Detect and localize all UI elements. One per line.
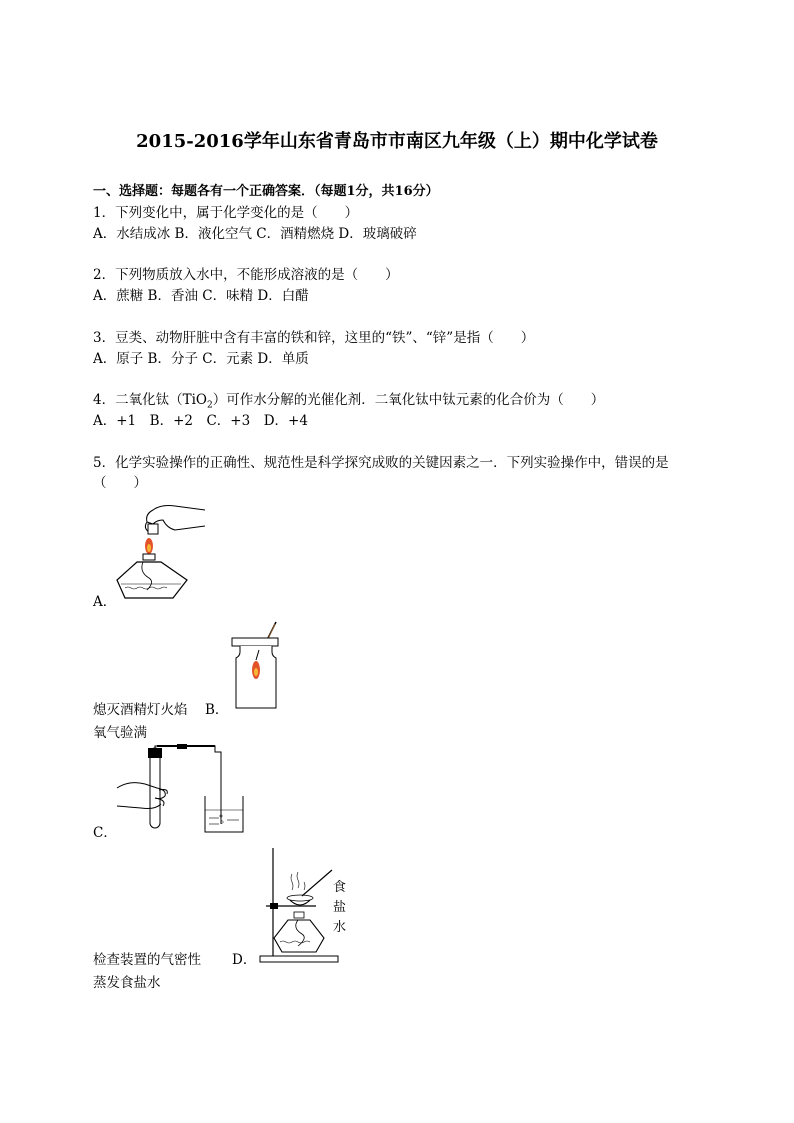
figure-d-label-3: 水: [333, 920, 347, 935]
figure-b-oxygen-bottle-image: [228, 620, 283, 715]
question-5-stem-line2: （ ）: [93, 475, 147, 491]
figure-d-letter: D．: [232, 952, 257, 968]
figure-d-label-2: 盐: [333, 900, 347, 915]
figure-d-label-1: 食: [333, 880, 347, 895]
section-heading: 一、选择题：每题各有一个正确答案．（每题1分，共16分）: [93, 184, 439, 199]
figure-d-evaporation-image: [258, 846, 343, 966]
figure-a-letter: A．: [93, 594, 117, 610]
question-1-stem: 1．下列变化中，属于化学变化的是（ ）: [93, 205, 359, 221]
figure-a-alcohol-lamp-image: [115, 502, 210, 607]
question-2-stem: 2．下列物质放入水中，不能形成溶液的是（ ）: [93, 267, 399, 283]
question-3-stem: 3．豆类、动物肝脏中含有丰富的铁和锌，这里的“铁”、“锌”是指（ ）: [93, 330, 535, 346]
figure-b-letter: B．: [205, 702, 229, 718]
question-3-options: A．原子 B．分子 C．元素 D．单质: [93, 351, 309, 367]
figure-c-caption: 检查装置的气密性: [93, 952, 201, 968]
figure-d-caption: 蒸发食盐水: [93, 975, 161, 991]
figure-a-caption: 熄灭酒精灯火焰: [93, 702, 188, 718]
page-title: 2015-2016学年山东省青岛市市南区九年级（上）期中化学试卷: [136, 131, 658, 152]
question-2-options: A．蔗糖 B．香油 C．味精 D．白醋: [93, 288, 309, 304]
figure-c-letter: C．: [93, 825, 117, 841]
figure-b-caption: 氧气验满: [93, 725, 147, 741]
question-4-options: A．+1 B．+2 C．+3 D．+4: [93, 413, 308, 429]
figure-c-airtightness-image: [115, 744, 255, 839]
question-4-stem: 4．二氧化钛（TiO$_2$）可作水分解的光催化剂．二氧化钛中钛元素的化合价为（ ）: [93, 392, 605, 411]
question-5-stem-line1: 5．化学实验操作的正确性、规范性是科学探究成败的关键因素之一．下列实验操作中，错误的是: [93, 455, 669, 471]
question-1-options: A．水结成冰 B．液化空气 C．酒精燃烧 D．玻璃破碎: [93, 226, 417, 242]
